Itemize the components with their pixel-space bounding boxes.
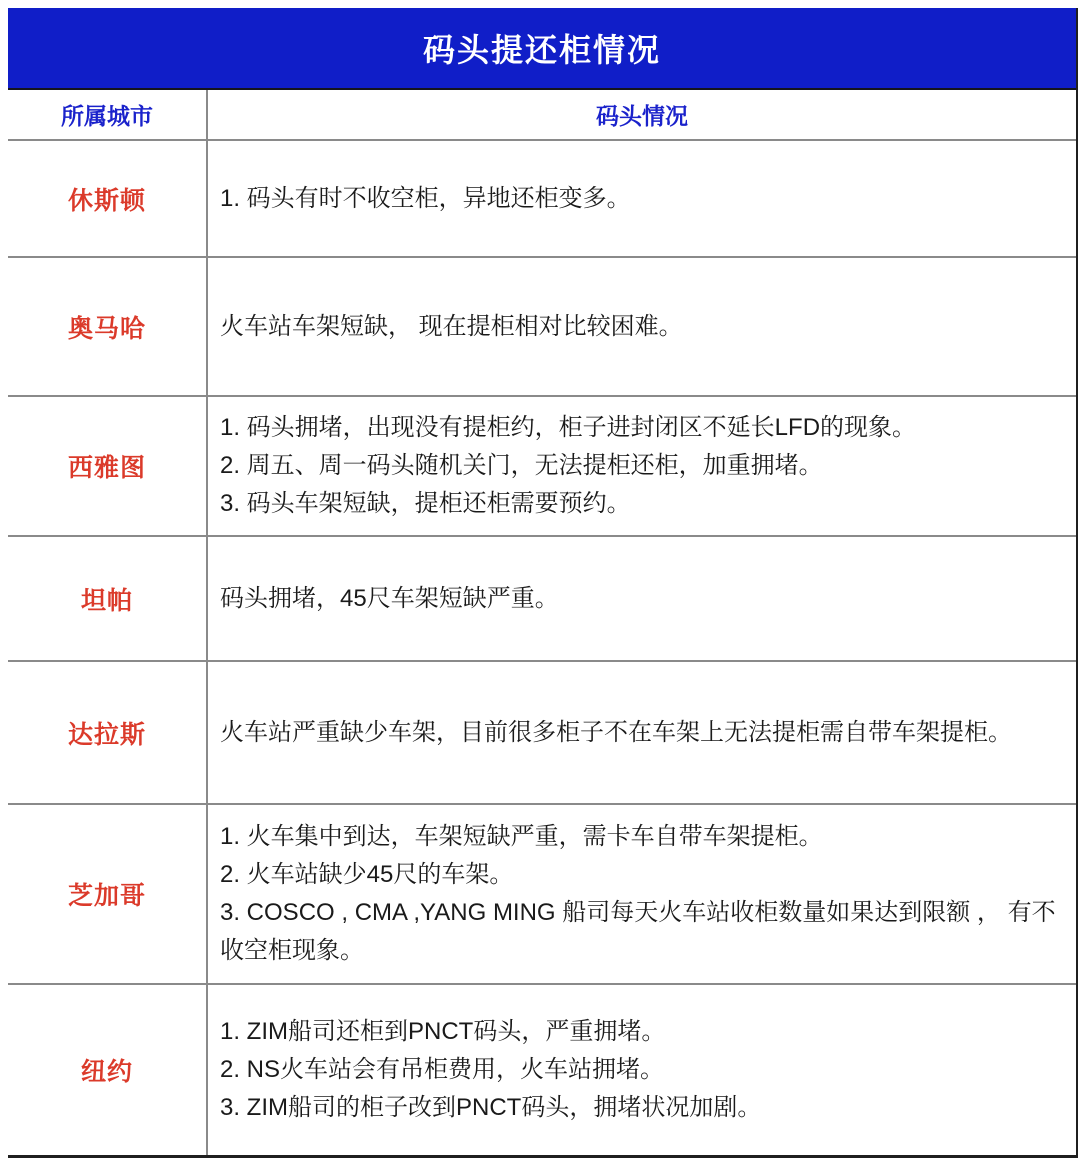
table-row <box>8 258 1076 397</box>
status-line: 码头拥堵，45尺车架短缺严重。 <box>220 584 559 612</box>
table-title-bar <box>8 8 1076 90</box>
city-label: 达拉斯 <box>67 720 146 749</box>
city-cell <box>8 258 208 395</box>
city-cell <box>8 141 208 256</box>
status-cell <box>208 258 1076 395</box>
table-row <box>8 805 1076 985</box>
city-cell <box>8 805 208 983</box>
status-cell <box>208 662 1076 803</box>
column-header-status: 码头情况 <box>596 103 688 129</box>
status-line: 3. ZIM船司的柜子改到PNCT码头，拥堵状况加剧。 <box>220 1094 762 1121</box>
table-row <box>8 662 1076 805</box>
city-label: 西雅图 <box>67 454 146 482</box>
status-line: 火车站严重缺少车架，目前很多柜子不在车架上无法提柜需自带车架提柜。 <box>220 718 1012 746</box>
city-cell <box>8 537 208 660</box>
status-line: 1. 码头有时不收空柜，异地还柜变多。 <box>220 184 631 212</box>
status-line: 1. ZIM船司还柜到PNCT码头，严重拥堵。 <box>220 1018 666 1045</box>
status-cell <box>208 141 1076 256</box>
table-title: 码头提还柜情况 <box>422 32 661 68</box>
city-cell <box>8 397 208 535</box>
city-label: 芝加哥 <box>67 882 146 910</box>
status-line: 1. 火车集中到达，车架短缺严重，需卡车自带车架提柜。 <box>220 823 823 850</box>
status-cell <box>208 805 1076 983</box>
city-label: 奥马哈 <box>67 314 146 343</box>
status-line: 2. NS火车站会有吊柜费用，火车站拥堵。 <box>220 1056 665 1083</box>
table-row <box>8 141 1076 258</box>
status-line: 火车站车架短缺， 现在提柜相对比较困难。 <box>220 312 683 340</box>
status-line: 2. 周五、周一码头随机关门，无法提柜还柜，加重拥堵。 <box>220 452 823 479</box>
status-line: 2. 火车站缺少45尺的车架。 <box>220 861 514 888</box>
city-label: 休斯顿 <box>67 186 146 215</box>
city-cell <box>8 662 208 803</box>
city-cell <box>8 985 208 1155</box>
status-line: 3. 码头车架短缺，提柜还柜需要预约。 <box>220 490 631 517</box>
terminal-status-table <box>8 8 1078 1158</box>
city-label: 纽约 <box>80 1058 133 1086</box>
status-cell <box>208 985 1076 1155</box>
table-row <box>8 985 1076 1155</box>
table-row <box>8 537 1076 662</box>
table-row <box>8 397 1076 537</box>
city-label: 坦帕 <box>80 586 133 615</box>
status-cell <box>208 397 1076 535</box>
column-header-city: 所属城市 <box>8 90 208 139</box>
status-line: 3. COSCO , CMA ,YANG MING 船司每天火车站收柜数量如果达到限额 ， 有不收空柜现象。 <box>220 899 1056 964</box>
status-line: 1. 码头拥堵，出现没有提柜约，柜子进封闭区不延长LFD的现象。 <box>220 414 917 441</box>
status-cell <box>208 537 1076 660</box>
column-header-row <box>8 90 1076 141</box>
